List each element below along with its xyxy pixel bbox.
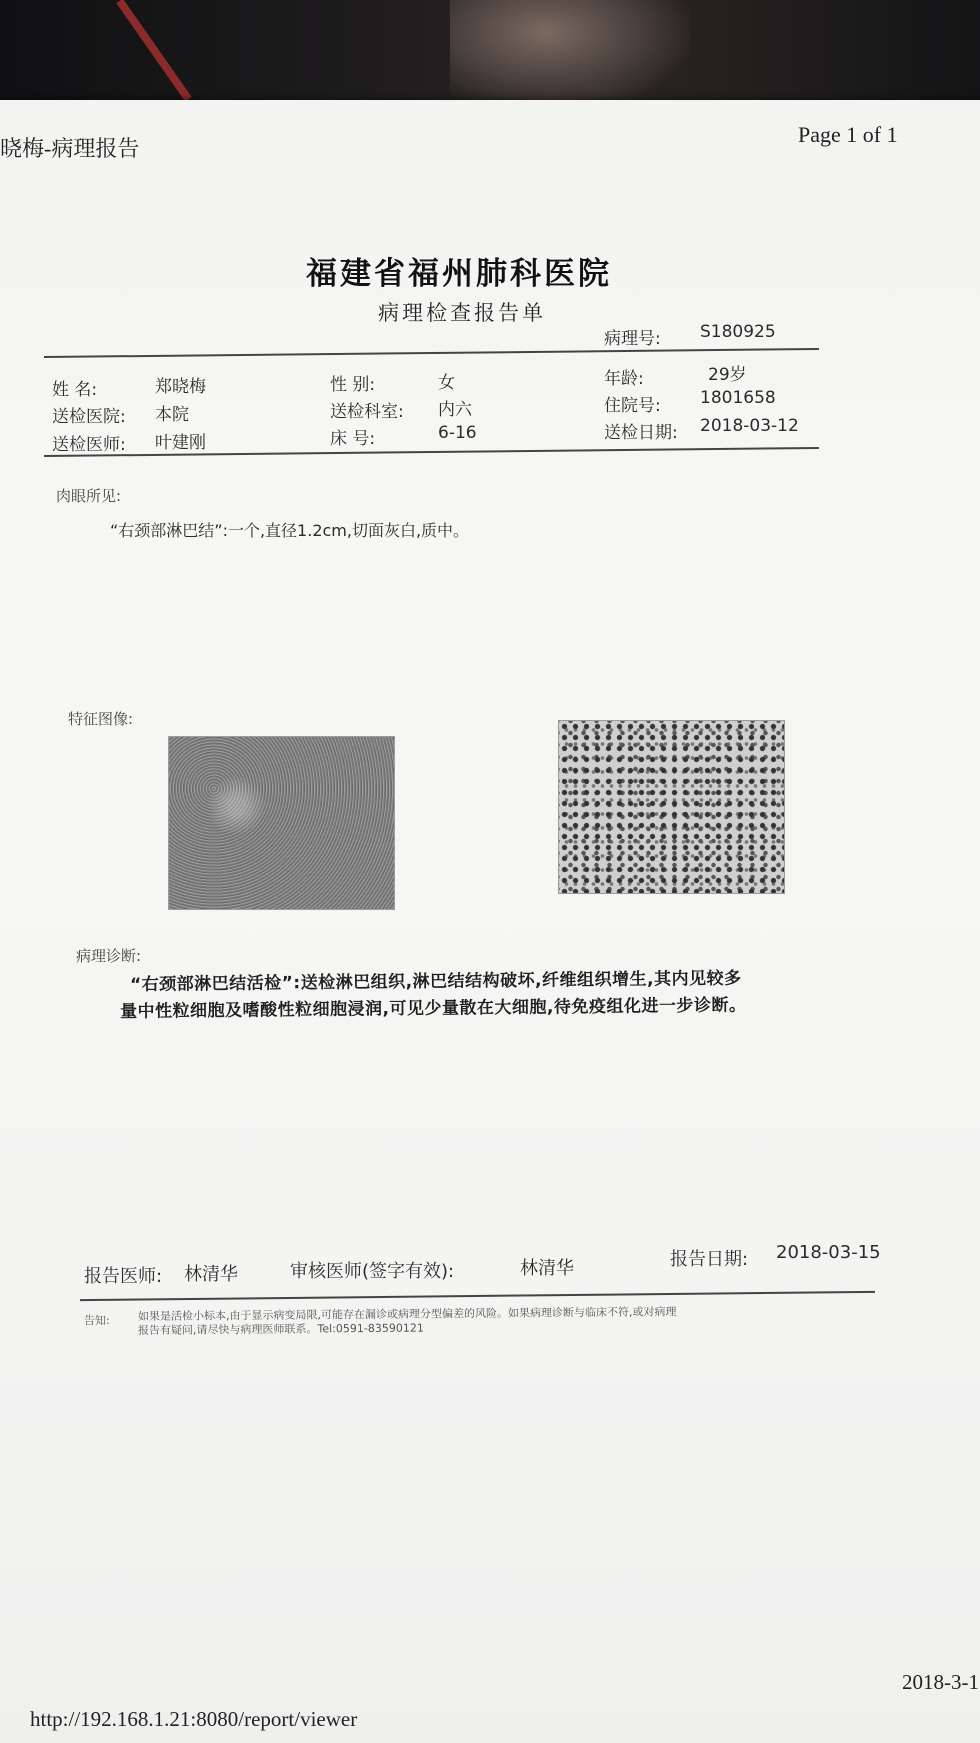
inpatient-no: 1801658 [700, 388, 776, 408]
dept-label: 送检科室: [330, 402, 404, 422]
footer-url: http://192.168.1.21:8080/report/viewer [30, 1707, 358, 1731]
gross-label: 肉眼所见: [56, 487, 122, 505]
gross-text: “右颈部淋巴结”:一个,直径1.2cm,切面灰白,质中。 [110, 521, 470, 540]
reviewer-label: 审核医师(签字有效): [290, 1261, 455, 1282]
name-label: 姓 名: [52, 380, 98, 400]
reporter-label: 报告医师: [84, 1266, 163, 1287]
hospital-label: 送检医院: [52, 407, 126, 427]
patient-sex: 女 [438, 373, 455, 393]
inpatient-label: 住院号: [604, 396, 661, 416]
top-rule [44, 348, 819, 358]
bed-label: 床 号: [330, 429, 376, 449]
bed-no: 6-16 [438, 423, 477, 443]
print-header-title: 晓梅-病理报告 [0, 136, 140, 161]
hospital-name: 福建省福州肺科医院 [306, 256, 612, 291]
pathology-no-label: 病理号: [604, 329, 661, 349]
submit-date: 2018-03-12 [700, 416, 799, 436]
signoff-rule [80, 1291, 875, 1301]
notice-label: 告知: [84, 1314, 110, 1327]
footer-date: 2018-3-1 [902, 1670, 979, 1694]
report-paper [0, 100, 980, 1743]
report-date: 2018-03-15 [776, 1242, 881, 1263]
micrograph-high-power [558, 720, 785, 894]
doctor-label: 送检医师: [52, 435, 126, 455]
pathology-no: S180925 [700, 322, 776, 342]
diagnosis-line-1: “右颈部淋巴结活检”:送检淋巴组织,淋巴结结构破坏,纤维组织增生,其内见较多 [129, 968, 742, 995]
diagnosis-line-2: 量中性粒细胞及嗜酸性粒细胞浸润,可见少量散在大细胞,待免疫组化进一步诊断。 [119, 995, 747, 1022]
images-label: 特征图像: [68, 710, 134, 728]
photo-background-arm [450, 0, 690, 110]
date-label: 送检日期: [604, 423, 678, 443]
print-header-page: Page 1 of 1 [798, 122, 898, 147]
patient-age: 29岁 [708, 365, 747, 385]
diagnosis-label: 病理诊断: [76, 947, 142, 965]
reviewer-name: 林清华 [520, 1258, 574, 1279]
age-label: 年龄: [604, 369, 644, 389]
submitting-hospital: 本院 [155, 405, 189, 425]
sex-label: 性 别: [330, 375, 376, 395]
patient-name: 郑晓梅 [155, 377, 206, 397]
submitting-dept: 内六 [438, 400, 472, 420]
reporter-name: 林清华 [184, 1264, 238, 1285]
report-subtitle: 病理检查报告单 [378, 301, 546, 325]
submitting-doctor: 叶建刚 [155, 433, 206, 453]
notice-line-2: 报告有疑问,请尽快与病理医师联系。Tel:0591-83590121 [137, 1321, 424, 1337]
report-date-label: 报告日期: [670, 1249, 749, 1270]
notice-line-1: 如果是活检小标本,由于显示病变局限,可能存在漏诊或病理分型偏差的风险。如果病理诊断与临床不符,或对病理 [137, 1305, 677, 1323]
micrograph-low-power [168, 736, 395, 910]
